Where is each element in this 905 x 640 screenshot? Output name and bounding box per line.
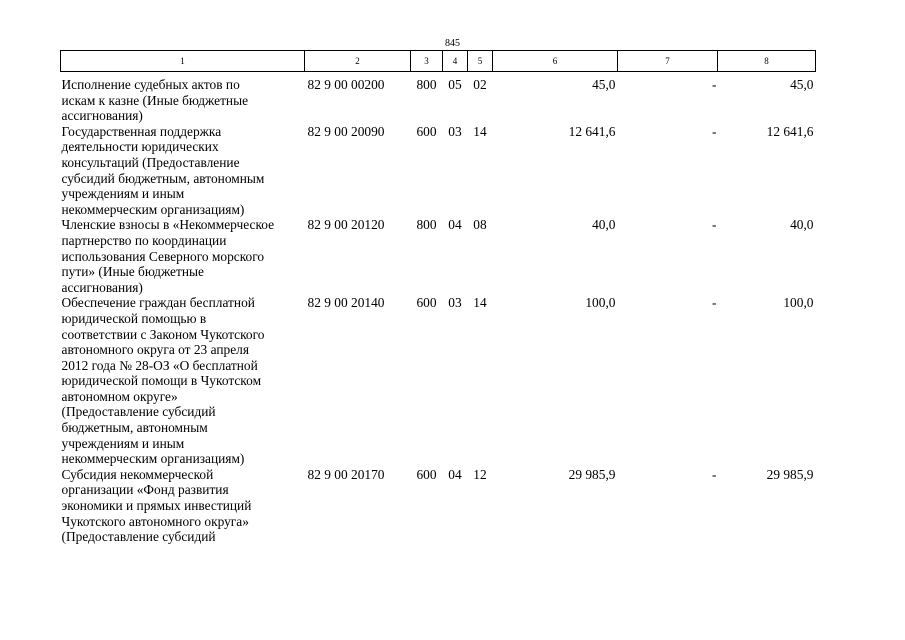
row-code-cell: 82 9 00 20170 bbox=[307, 466, 385, 482]
row-name-cell bbox=[61, 217, 305, 295]
row-name-line: юридической помощи в Чукотском bbox=[61, 373, 262, 389]
column-header-7: 7 bbox=[618, 51, 718, 72]
row-name-line: ассигнования) bbox=[61, 108, 143, 124]
row-name-line: Государственная поддержка bbox=[61, 123, 222, 139]
row-name-line: ассигнования) bbox=[61, 279, 143, 295]
row-col3-cell: 600 bbox=[416, 466, 437, 482]
row-col8-cell: 45,0 bbox=[790, 77, 814, 92]
row-col8-cell: 100,0 bbox=[783, 295, 814, 311]
row-name-line: организации «Фонд развития bbox=[61, 482, 229, 498]
row-col4-cell: 04 bbox=[448, 466, 462, 482]
row-name-line: некоммерческим организациям) bbox=[61, 451, 245, 467]
row-name-cell bbox=[61, 467, 305, 545]
row-name-line: автономного округа от 23 апреля bbox=[61, 342, 250, 358]
column-header-1: 1 bbox=[61, 51, 305, 72]
row-name-cell bbox=[61, 124, 305, 218]
table-body bbox=[61, 72, 816, 545]
row-name-line: пути» (Иные бюджетные bbox=[61, 264, 204, 280]
row-col3-cell: 600 bbox=[416, 123, 437, 139]
row-col4-cell: 05 bbox=[448, 77, 462, 92]
table-row bbox=[61, 295, 816, 467]
row-name-line: консультаций (Предоставление bbox=[61, 154, 240, 170]
row-col7-cell: - bbox=[712, 123, 717, 139]
column-header-4: 4 bbox=[443, 51, 468, 72]
row-col6-cell: 40,0 bbox=[592, 217, 616, 233]
row-name-line: Субсидия некоммерческой bbox=[61, 466, 214, 482]
table-row bbox=[61, 467, 816, 545]
row-name-line: соответствии с Законом Чукотского bbox=[61, 326, 265, 342]
row-name-line: автономном округе» bbox=[61, 388, 178, 404]
table-row bbox=[61, 72, 816, 124]
row-col6-cell: 45,0 bbox=[592, 77, 616, 92]
row-col6-cell: 12 641,6 bbox=[568, 123, 616, 139]
row-col7-cell: - bbox=[712, 466, 717, 482]
row-col3-cell: 600 bbox=[416, 295, 437, 311]
column-header-8: 8 bbox=[718, 51, 816, 72]
row-name-line: Обеспечение граждан бесплатной bbox=[61, 295, 255, 311]
row-name-line: 2012 года № 28-ОЗ «О бесплатной bbox=[61, 357, 258, 373]
row-col6-cell: 100,0 bbox=[585, 295, 616, 311]
row-col8-cell: 40,0 bbox=[790, 217, 814, 233]
row-col5-cell: 02 bbox=[473, 77, 487, 92]
row-name-line: бюджетным, автономным bbox=[61, 420, 208, 436]
row-col7-cell: - bbox=[712, 217, 717, 233]
row-col7-cell: - bbox=[712, 77, 717, 92]
row-name-line: экономики и прямых инвестиций bbox=[61, 498, 252, 514]
row-col4-cell: 04 bbox=[448, 217, 462, 233]
row-name-cell bbox=[61, 295, 305, 467]
row-code-cell: 82 9 00 20140 bbox=[307, 295, 385, 311]
table-row bbox=[61, 217, 816, 295]
row-name-line: Чукотского автономного округа» bbox=[61, 513, 249, 529]
row-name-cell bbox=[61, 72, 305, 124]
row-name-line: юридической помощью в bbox=[61, 310, 207, 326]
row-name-line: Исполнение судебных актов по bbox=[61, 77, 240, 92]
column-header-2: 2 bbox=[305, 51, 411, 72]
row-col5-cell: 14 bbox=[473, 295, 487, 311]
row-col5-cell: 12 bbox=[473, 466, 487, 482]
row-name-line: субсидий бюджетным, автономным bbox=[61, 170, 265, 186]
row-name-line: искам к казне (Иные бюджетные bbox=[61, 92, 249, 108]
row-name-line: деятельности юридических bbox=[61, 139, 219, 155]
row-col4-cell: 03 bbox=[448, 295, 462, 311]
table-header-row bbox=[61, 51, 816, 72]
row-code-cell: 82 9 00 00200 bbox=[307, 77, 385, 92]
column-header-6: 6 bbox=[493, 51, 618, 72]
row-col4-cell: 03 bbox=[448, 123, 462, 139]
row-name-line: использования Северного морского bbox=[61, 248, 265, 264]
row-name-line: учреждениям и иным bbox=[61, 186, 185, 202]
row-name-line: (Предоставление субсидий bbox=[61, 404, 216, 420]
page-number: 845 bbox=[445, 38, 460, 49]
row-col7-cell: - bbox=[712, 295, 717, 311]
row-col8-cell: 29 985,9 bbox=[766, 466, 814, 482]
column-header-3: 3 bbox=[411, 51, 443, 72]
table-row bbox=[61, 124, 816, 218]
row-col6-cell: 29 985,9 bbox=[568, 466, 616, 482]
row-col3-cell: 800 bbox=[416, 77, 437, 92]
row-col5-cell: 14 bbox=[473, 123, 487, 139]
row-col5-cell: 08 bbox=[473, 217, 487, 233]
row-col3-cell: 800 bbox=[416, 217, 437, 233]
row-name-line: партнерство по координации bbox=[61, 232, 227, 248]
budget-table bbox=[60, 50, 816, 545]
column-header-5: 5 bbox=[468, 51, 493, 72]
row-name-line: учреждениям и иным bbox=[61, 435, 185, 451]
row-name-line: (Предоставление субсидий bbox=[61, 529, 216, 545]
row-name-line: Членские взносы в «Некоммерческое bbox=[61, 217, 275, 233]
row-code-cell: 82 9 00 20120 bbox=[307, 217, 385, 233]
row-col8-cell: 12 641,6 bbox=[766, 123, 814, 139]
row-code-cell: 82 9 00 20090 bbox=[307, 123, 385, 139]
row-name-line: некоммерческим организациям) bbox=[61, 201, 245, 217]
